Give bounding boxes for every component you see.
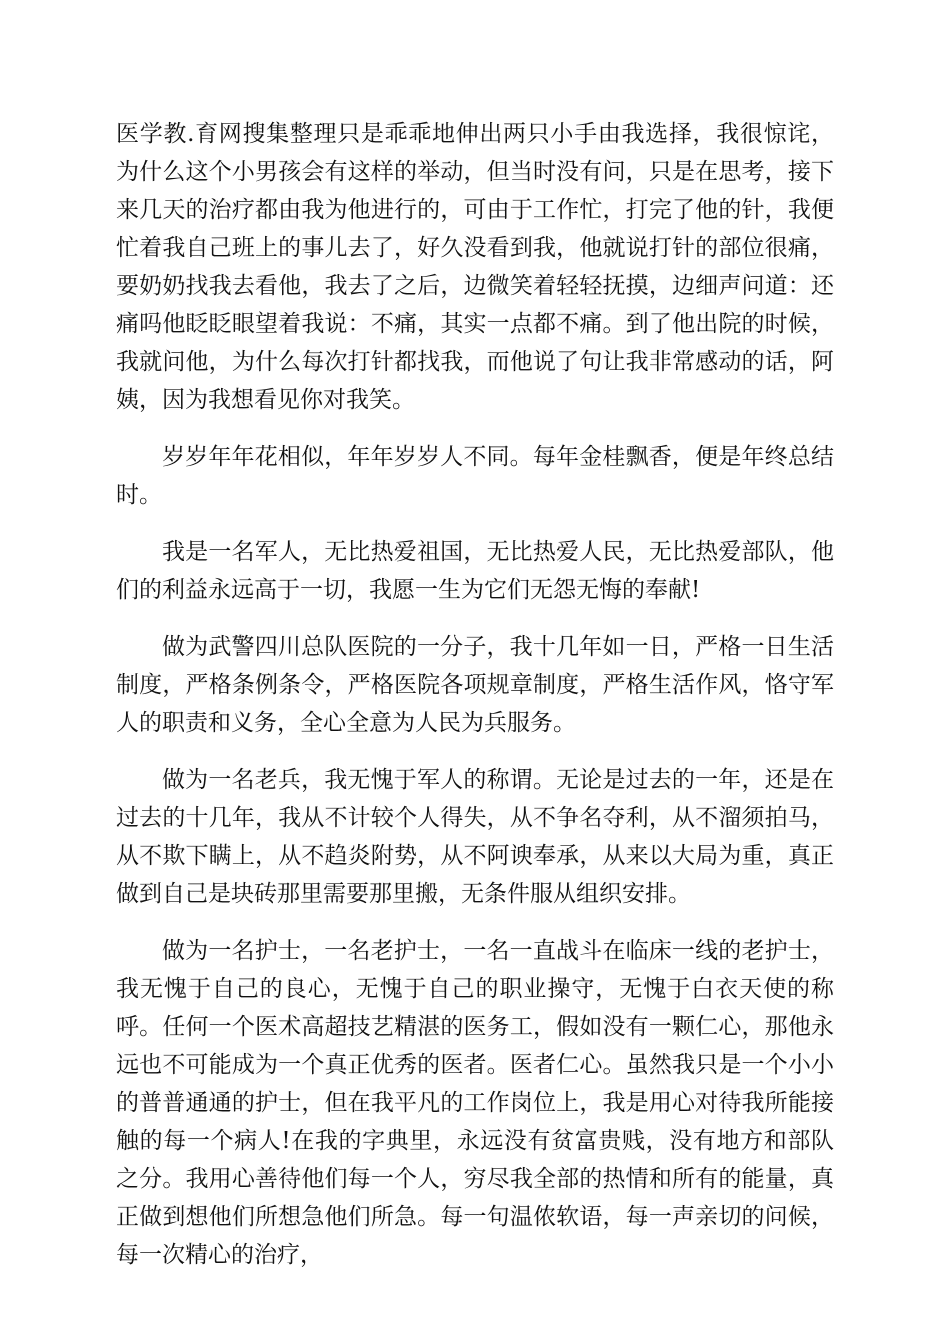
document-page [116, 115, 834, 1293]
paragraph-nurse: 做为一名护士，一名老护士，一名一直战斗在临床一线的老护士，我无愧于自己的良心，无愧于自己的职业操守，无愧于白衣天使的称呼。任何一个医术高超技艺精湛的医务工，假如没有一颗仁心，那他永远也不可能成为一个真正优秀的医者。医者仁心。虽然我只是一个小小的普普通通的护士，但在我平凡的工作岗位上，我是用心对待我所能接触的每一个病人!在我的字典里，永远没有贫富贵贱，没有地方和部队之分。我用心善待他们每一个人，穷尽我全部的热情和所有的能量，真正做到想他们所想急他们所急。每一句温侬软语，每一声亲切的问候，每一次精心的治疗， [116, 938, 834, 1268]
paragraph-year-end-intro: 岁岁年年花相似，年年岁岁人不同。每年金桂飘香，便是年终总结时。 [116, 444, 834, 508]
paragraph-story-continuation: 医学教.育网搜集整理只是乖乖地伸出两只小手由我选择，我很惊诧，为什么这个小男孩会有这样的举动，但当时没有问，只是在思考，接下来几天的治疗都由我为他进行的，可由于工作忙，打完了他的针，我便忙着我自己班上的事儿去了，好久没看到我，他就说打针的部位很痛，要奶奶找我去看他，我去了之后，边微笑着轻轻抚摸，边细声问道：还痛吗他眨眨眼望着我说：不痛，其实一点都不痛。到了他出院的时候，我就问他，为什么每次打针都找我，而他说了句让我非常感动的话，阿姨，因为我想看见你对我笑。 [116, 121, 834, 413]
paragraph-soldier: 我是一名军人，无比热爱祖国，无比热爱人民，无比热爱部队，他们的利益永远高于一切，我愿一生为它们无怨无悔的奉献! [116, 539, 834, 603]
paragraph-veteran: 做为一名老兵，我无愧于军人的称谓。无论是过去的一年，还是在过去的十几年，我从不计较个人得失，从不争名夺利，从不溜须拍马，从不欺下瞒上，从不趋炎附势，从不阿谀奉承，从来以大局为重，真正做到自己是块砖那里需要那里搬，无条件服从组织安排。 [116, 767, 834, 907]
paragraph-hospital-member: 做为武警四川总队医院的一分子，我十几年如一日，严格一日生活制度，严格条例条令，严格医院各项规章制度，严格生活作风，恪守军人的职责和义务，全心全意为人民为兵服务。 [116, 634, 834, 736]
